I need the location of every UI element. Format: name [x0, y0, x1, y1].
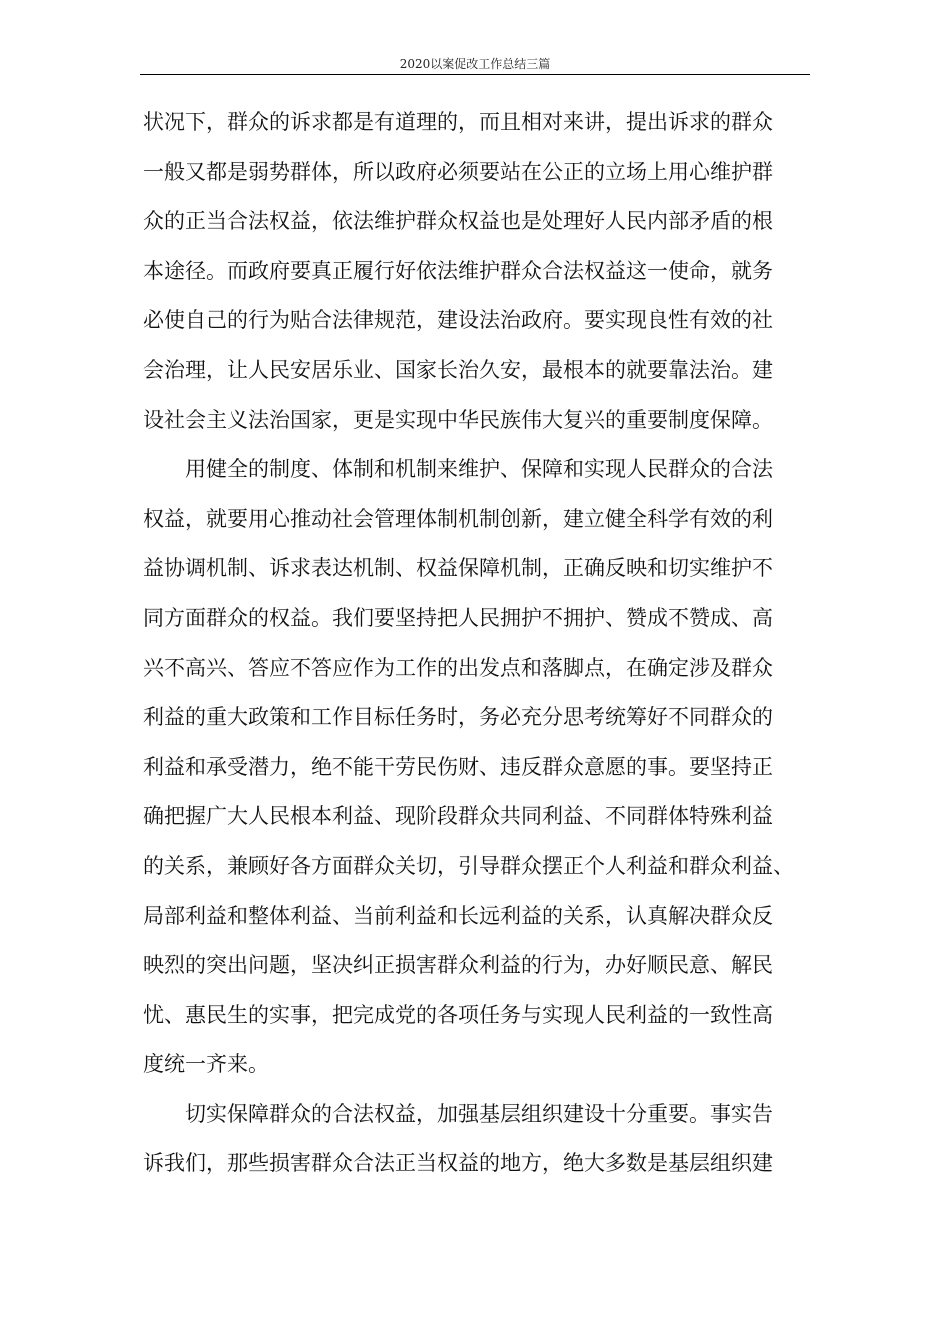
text-line: 确把握广大人民根本利益、现阶段群众共同利益、不同群体特殊利益	[143, 804, 773, 829]
text-line: 的关系，兼顾好各方面群众关切，引导群众摆正个人利益和群众利益、	[143, 853, 794, 878]
text-line: 益协调机制、诉求表达机制、权益保障机制，正确反映和切实维护不	[143, 556, 773, 581]
text-line: 利益的重大政策和工作目标任务时，务必充分思考统筹好不同群众的	[143, 705, 773, 730]
text-line: 必使自己的行为贴合法律规范，建设法治政府。要实现良性有效的社	[143, 308, 773, 333]
text-line: 局部利益和整体利益、当前利益和长远利益的关系，认真解决群众反	[143, 903, 773, 928]
text-line: 一般又都是弱势群体，所以政府必须要站在公正的立场上用心维护群	[143, 159, 773, 184]
text-line: 权益，就要用心推动社会管理体制机制创新，建立健全科学有效的利	[143, 506, 773, 531]
text-line: 诉我们，那些损害群众合法正当权益的地方，绝大多数是基层组织建	[143, 1151, 773, 1176]
text-line: 会治理，让人民安居乐业、国家长治久安，最根本的就要靠法治。建	[143, 357, 773, 382]
text-line: 状况下，群众的诉求都是有道理的，而且相对来讲，提出诉求的群众	[143, 110, 773, 134]
text-line: 映烈的突出问题，坚决纠正损害群众利益的行为，办好顺民意、解民	[143, 953, 773, 978]
text-line: 同方面群众的权益。我们要坚持把人民拥护不拥护、赞成不赞成、高	[143, 605, 773, 630]
text-line: 设社会主义法治国家，更是实现中华民族伟大复兴的重要制度保障。	[143, 407, 773, 432]
text-line: 众的正当合法权益，依法维护群众权益也是处理好人民内部矛盾的根	[143, 209, 773, 234]
page-header	[140, 56, 810, 75]
text-line: 利益和承受潜力，绝不能干劳民伤财、违反群众意愿的事。要坚持正	[143, 754, 773, 779]
text-line: 兴不高兴、答应不答应作为工作的出发点和落脚点，在确定涉及群众	[143, 655, 773, 680]
paragraph-first-line: 切实保障群众的合法权益，加强基层组织建设十分重要。事实告	[185, 1101, 773, 1126]
text-line: 忧、惠民生的实事，把完成党的各项任务与实现人民利益的一致性高	[143, 1002, 773, 1027]
text-line: 本途径。而政府要真正履行好依法维护群众合法权益这一使命，就务	[143, 258, 773, 283]
document-body	[143, 98, 823, 1189]
page-header-title: 2020以案促改工作总结三篇	[399, 57, 551, 71]
text-line: 度统一齐来。	[143, 1052, 269, 1077]
paragraph-first-line: 用健全的制度、体制和机制来维护、保障和实现人民群众的合法	[185, 457, 773, 482]
